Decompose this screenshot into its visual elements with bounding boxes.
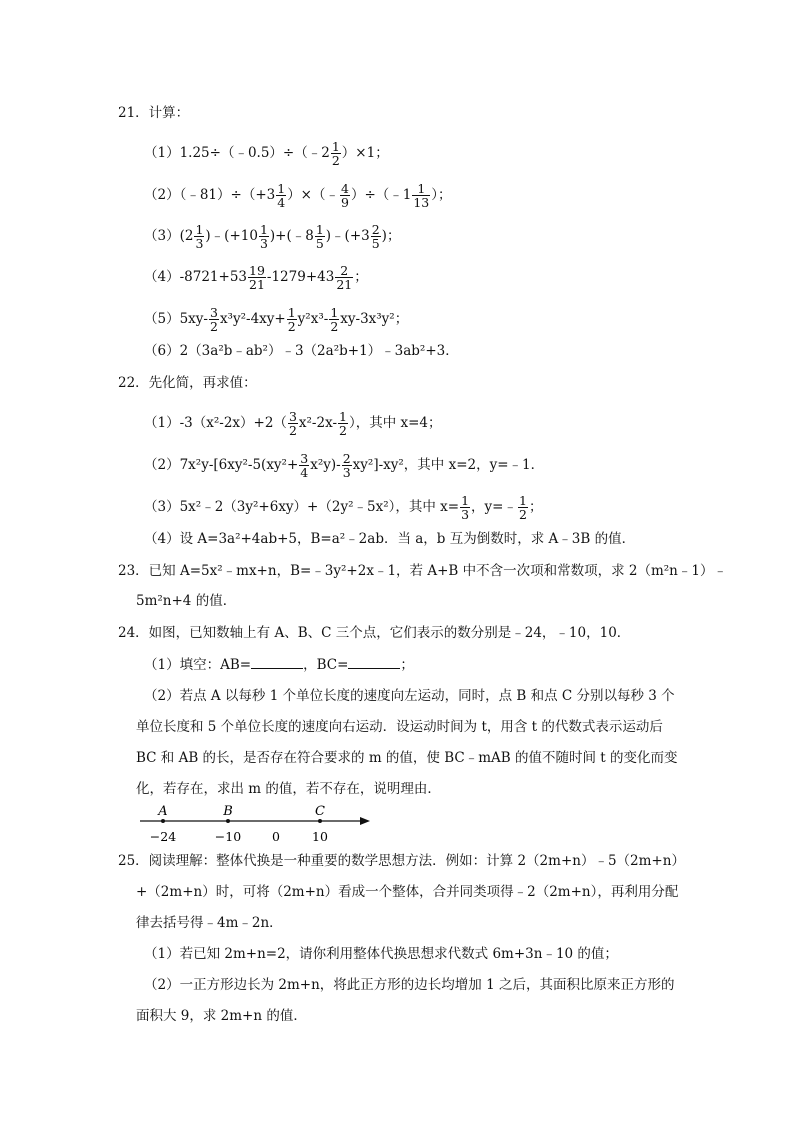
q21-part5: （5）5xy- $\frac{3}{2}$ x³y²-4xy+ $\frac{1}{2}$ y²x³- $\frac{1}{2}$ xy-3x³y²； [144, 305, 409, 334]
q24-part2-line2: 单位长度和 5 个单位长度的速度向右运动．设运动时间为 t，用含 t 的代数式表示运动后 [136, 719, 663, 735]
number-line-figure [138, 800, 378, 846]
fraction: $\frac{1}{2}$ [330, 305, 339, 334]
fraction: $\frac{1}{2}$ [287, 305, 296, 334]
q21-part3: （3）(2 $\frac{1}{3}$ )﹣(+10 $\frac{1}{3}$ )+(﹣8 $\frac{1}{5}$ )﹣(+3 $\frac{2}{5}$ )； [144, 222, 401, 251]
q21-part6: （6）2（3a²b﹣ab²）﹣3（2a²b+1）﹣3ab²+3． [144, 343, 459, 359]
fraction: $\frac{3}{4}$ [300, 451, 309, 480]
q25-line1: 25．阅读理解：整体代换是一种重要的数学思想方法．例如：计算 2（2m+n）﹣5（2m+n） [118, 853, 685, 869]
fraction: $\frac{1}{5}$ [315, 222, 324, 251]
fraction: $\frac{4}{9}$ [341, 181, 349, 210]
fraction: $\frac{2}{3}$ [342, 451, 351, 480]
q24-part2-line1: （2）若点 A 以每秒 1 个单位长度的速度向左运动，同时，点 B 和点 C 分别以每秒 3 个 [144, 688, 675, 704]
fraction: $\frac{1}{13}$ [413, 181, 430, 210]
q24-part2-line4: 化，若存在，求出 m 的值，若不存在，说明理由． [136, 781, 441, 797]
q22-part2: （2）7x²y-[6xy²-5(xy²+ $\frac{3}{4}$ x²y)- $\frac{2}{3}$ xy²]-xy²，其中 x=2，y=﹣1． [144, 451, 545, 480]
fraction: $\frac{1}{3}$ [195, 222, 204, 251]
q21-part1: （1）1.25÷（﹣0.5）÷（﹣2 $\frac{1}{2}$ ）×1； [144, 139, 389, 168]
q21-title: 21．计算： [118, 105, 190, 121]
q24-part1: （1）填空：AB= ，BC= ； [144, 657, 414, 673]
answer-blank-bc[interactable] [348, 656, 400, 669]
tick-label: 0 [272, 829, 280, 844]
q21-part2: （2）（﹣81）÷（+3 $\frac{1}{4}$ ）×（﹣ $\frac{4}{9}$ ）÷（﹣1 $\frac{1}{13}$ ）； [144, 181, 452, 210]
fraction: $\frac{1}{4}$ [277, 181, 286, 210]
tick-label: −10 [214, 829, 242, 844]
fraction: $\frac{1}{3}$ [259, 222, 268, 251]
q25-part1: （1）若已知 2m+n=2，请你利用整体代换思想求代数式 6m+3n﹣10 的值； [144, 946, 618, 962]
q24-part2-line3: BC 和 AB 的长，是否存在符合要求的 m 的值，使 BC﹣mAB 的值不随时间 t 的变化而变 [136, 750, 678, 766]
fraction: $\frac{3}{2}$ [288, 409, 297, 438]
tick-label: −24 [149, 829, 177, 844]
answer-blank-ab[interactable] [251, 656, 303, 669]
q21-part4: （4）-8721+53 $\frac{19}{21}$ -1279+43 $\frac{2}{21}$ ； [144, 263, 368, 292]
fraction: $\frac{2}{5}$ [371, 222, 380, 251]
point-c [318, 819, 322, 823]
tick-label: 10 [312, 829, 328, 844]
q22-part1: （1）-3（x²-2x）+2（ $\frac{3}{2}$ x²-2x- $\frac{1}{2}$ ），其中 x=4； [144, 409, 442, 438]
point-b [226, 819, 230, 823]
point-a [161, 819, 165, 823]
q25-line3: 律去括号得﹣4m﹣2n． [136, 915, 283, 931]
point-a-label: A [158, 804, 168, 819]
q23-line2: 5m²n+4 的值． [136, 593, 237, 609]
fraction: $\frac{19}{21}$ [249, 263, 265, 292]
q23-line1: 23．已知 A=5x²﹣mx+n，B=﹣3y²+2x﹣1，若 A+B 中不含一次项和常数项，求 2（m²n﹣1）﹣ [118, 563, 727, 579]
fraction: $\frac{2}{21}$ [336, 263, 353, 292]
axis-arrow-icon [360, 817, 370, 825]
point-c-label: C [315, 804, 325, 819]
q25-part2-line2: 面积大 9，求 2m+n 的值． [136, 1008, 307, 1024]
point-b-label: B [223, 804, 233, 819]
q22-part3: （3）5x²﹣2（3y²+6xy）+（2y²﹣5x²），其中 x= $\frac{1}{3}$ ，y=﹣ $\frac{1}{2}$ ； [144, 493, 543, 522]
fraction: $\frac{1}{2}$ [519, 493, 527, 522]
q22-part4: （4）设 A=3a²+4ab+5，B=a²﹣2ab．当 a，b 互为倒数时，求 A﹣3B 的值． [144, 531, 636, 547]
fraction: $\frac{1}{3}$ [461, 493, 470, 522]
fraction: $\frac{3}{2}$ [209, 305, 218, 334]
fraction: $\frac{1}{2}$ [339, 409, 347, 438]
fraction: $\frac{1}{2}$ [331, 139, 340, 168]
q25-part2-line1: （2）一正方形边长为 2m+n，将此正方形的边长均增加 1 之后，其面积比原来正方形的 [144, 977, 675, 993]
q22-title: 22．先化简，再求值： [118, 375, 257, 391]
q24-title: 24．如图，已知数轴上有 A、B、C 三个点，它们表示的数分别是﹣24，﹣10，10． [118, 625, 631, 641]
q25-line2: +（2m+n）时，可将（2m+n）看成一个整体，合并同类项得﹣2（2m+n），再利用分配 [136, 884, 679, 900]
